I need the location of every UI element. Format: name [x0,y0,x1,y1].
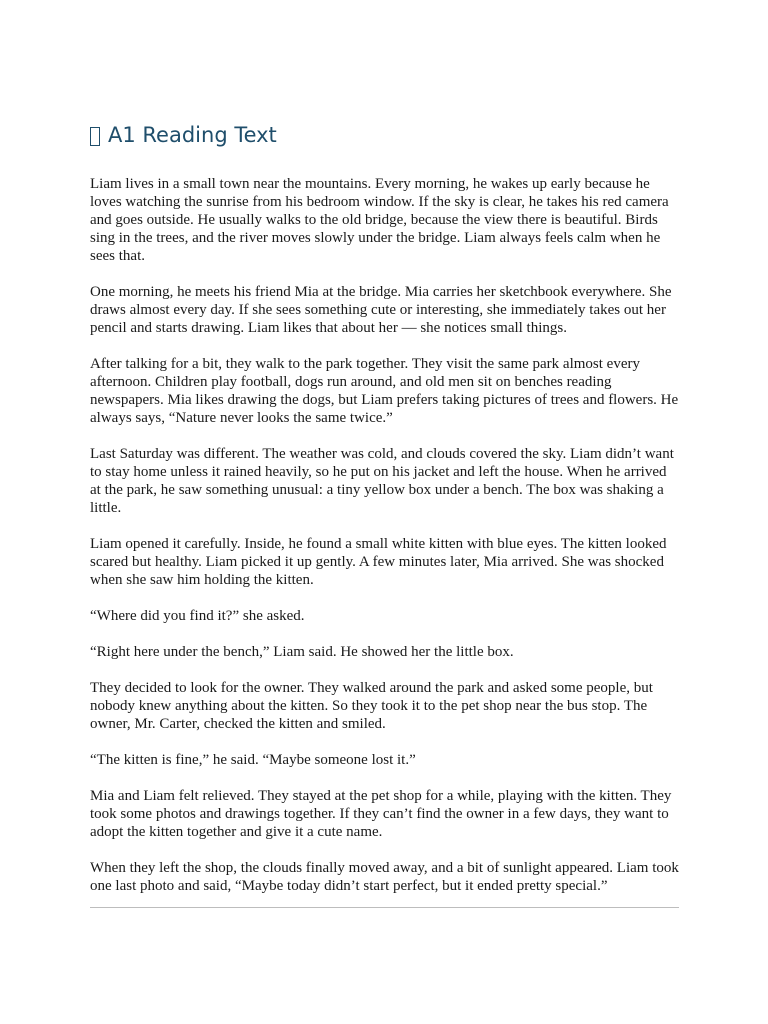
horizontal-divider [90,907,679,908]
paragraph-3: After talking for a bit, they walk to the park together. They visit the same park almost every afternoon. Children play football, dogs run around, and old men sit on benches reading newspapers. Mia likes drawing the dogs, but Liam prefers taking pictures of trees and flowers. He always says, “Nature never looks the same twice.” [90,356,679,426]
paragraph-8: They decided to look for the owner. They walked around the park and asked some people, but nobody knew anything about the kitten. So they took it to the pet shop near the bus stop. The owner, Mr. Carter, checked the kitten and smiled. [90,680,653,732]
missing-glyph-icon [90,127,100,146]
paragraph-7: “Right here under the bench,” Liam said. He showed her the little box. [90,644,514,660]
paragraph-5: Liam opened it carefully. Inside, he found a small white kitten with blue eyes. The kitten looked scared but healthy. Liam picked it up gently. A few minutes later, Mia arrived. She was shocked when she saw him holding the kitten. [90,536,667,588]
paragraph-1: Liam lives in a small town near the mountains. Every morning, he wakes up early because he loves watching the sunrise from his bedroom window. If the sky is clear, he takes his red camera and goes outside. He usually walks to the old bridge, because the view there is beautiful. Birds sing in the trees, and the river moves slowly under the bridge. Liam always feels calm when he sees that. [90,176,669,264]
paragraph-2: One morning, he meets his friend Mia at the bridge. Mia carries her sketchbook everywhere. She draws almost every day. If she sees something cute or interesting, she immediately takes out her pencil and starts drawing. Liam likes that about her — she notices small things. [90,284,672,336]
paragraph-9: “The kitten is fine,” he said. “Maybe someone lost it.” [90,752,416,768]
document-body [90,118,680,913]
page-title [90,118,680,152]
paragraph-10: Mia and Liam felt relieved. They stayed at the pet shop for a while, playing with the kitten. They took some photos and drawings together. If they can’t find the owner in a few days, they want to adopt the kitten together and give it a cute name. [90,788,672,840]
paragraph-6: “Where did you find it?” she asked. [90,608,305,624]
paragraph-11: When they left the shop, the clouds finally moved away, and a bit of sunlight appeared. Liam took one last photo and said, “Maybe today didn’t start perfect, but it ended pretty special.” [90,860,679,894]
paragraph-4: Last Saturday was different. The weather was cold, and clouds covered the sky. Liam didn’t want to stay home unless it rained heavily, so he put on his jacket and left the house. When he arrived at the park, he saw something unusual: a tiny yellow box under a bench. The box was shaking a little. [90,446,674,516]
page-title-text: A1 Reading Text [108,123,277,147]
